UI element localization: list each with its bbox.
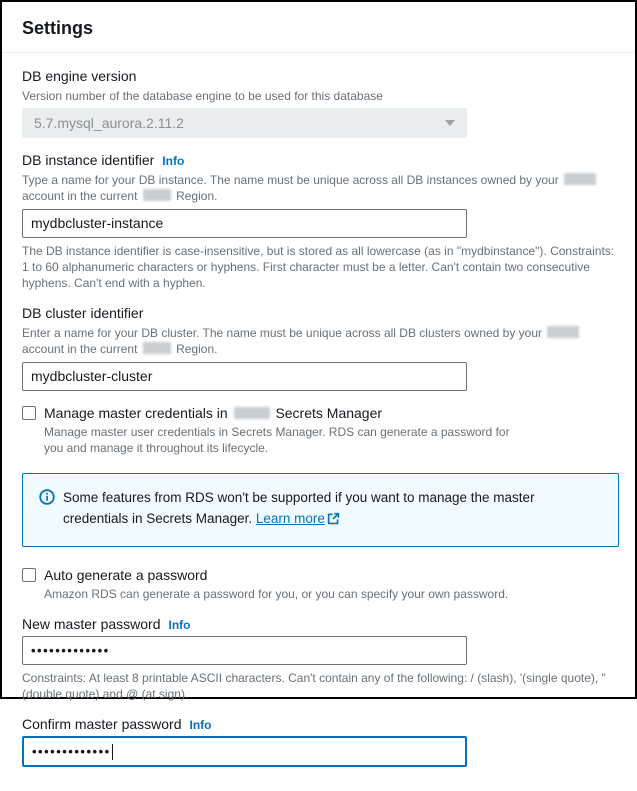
field-confirm-master-password <box>22 716 615 767</box>
info-alert <box>22 473 619 547</box>
db-cluster-identifier-description <box>22 325 615 357</box>
learn-more-label: Learn more <box>255 511 325 527</box>
db-instance-identifier-input[interactable] <box>22 209 467 238</box>
field-db-instance-identifier <box>22 152 615 291</box>
manage-credentials-group <box>22 405 615 458</box>
description-text: Region. <box>176 189 218 204</box>
masked-password-value: ••••••••••••• <box>31 642 110 658</box>
auto-generate-password-description: Amazon RDS can generate a password for you, or you can specify your own password. <box>44 586 509 601</box>
db-instance-identifier-info-link[interactable]: Info <box>162 154 185 169</box>
field-new-master-password <box>22 616 615 702</box>
description-text: account in the current <box>22 189 138 204</box>
field-db-cluster-identifier <box>22 305 615 390</box>
redacted-text <box>547 326 579 338</box>
label-text: Manage master credentials in <box>44 404 228 421</box>
db-instance-identifier-constraint: The DB instance identifier is case-insensitive, but is stored as all lowercase (as in "mydbinstance"). Constraints: 1 to 60 alphanumeric characters or hyphens. First character must be a letter. Can't contain two consecutive hyphens. Can't end with a hyphen. <box>22 243 615 290</box>
description-text: Region. <box>176 342 218 357</box>
db-engine-version-select[interactable] <box>22 108 467 138</box>
auto-generate-group <box>22 567 615 603</box>
info-icon <box>39 489 55 510</box>
new-master-password-info-link[interactable]: Info <box>168 617 191 632</box>
new-master-password-constraint: Constraints: At least 8 printable ASCII characters. Can't contain any of the following: / (slash), '(single quote), "(double quote) and @ (at sign). <box>22 670 606 701</box>
redacted-text <box>143 342 171 354</box>
redacted-text <box>564 173 596 185</box>
db-cluster-identifier-value: mydbcluster-cluster <box>31 368 153 384</box>
db-engine-version-label: DB engine version <box>22 68 137 84</box>
description-text: Enter a name for your DB cluster. The name must be unique across all DB clusters owned by your <box>22 326 543 341</box>
new-master-password-label: New master password <box>22 615 161 632</box>
db-cluster-identifier-label: DB cluster identifier <box>22 305 144 322</box>
panel-body <box>2 53 635 791</box>
db-cluster-identifier-input[interactable] <box>22 362 467 391</box>
manage-credentials-label[interactable] <box>44 405 382 421</box>
confirm-master-password-info-link[interactable]: Info <box>189 718 212 733</box>
db-instance-identifier-label: DB instance identifier <box>22 152 155 169</box>
redacted-text <box>234 407 270 419</box>
db-engine-version-description: Version number of the database engine to be used for this database <box>22 89 383 103</box>
manage-credentials-description: Manage master user credentials in Secrets Manager. RDS can generate a password for you and manage it throughout its lifecycle. <box>44 424 510 456</box>
text-cursor <box>112 744 113 760</box>
description-text: Type a name for your DB instance. The name must be unique across all DB instances owned by your <box>22 173 559 188</box>
chevron-down-icon <box>445 120 455 126</box>
field-db-engine-version <box>22 68 615 138</box>
alert-text: Some features from RDS won't be supported if you want to manage the master credentials in Secrets Manager. <box>63 490 535 527</box>
manage-credentials-checkbox[interactable] <box>22 406 36 420</box>
label-text: Secrets Manager <box>275 404 383 421</box>
external-link-icon <box>327 513 340 528</box>
panel-title: Settings <box>22 18 94 38</box>
new-master-password-input[interactable] <box>22 636 467 665</box>
db-engine-version-value: 5.7.mysql_aurora.2.11.2 <box>34 115 184 132</box>
alert-message <box>63 488 583 532</box>
confirm-master-password-input[interactable] <box>22 736 467 767</box>
confirm-master-password-label: Confirm master password <box>22 716 182 733</box>
auto-generate-password-label[interactable]: Auto generate a password <box>44 566 208 583</box>
learn-more-link[interactable] <box>256 511 340 526</box>
db-instance-identifier-value: mydbcluster-instance <box>31 215 164 232</box>
db-instance-identifier-description <box>22 172 615 204</box>
description-text: account in the current <box>22 342 138 357</box>
panel-header <box>2 2 635 53</box>
masked-password-value: ••••••••••••• <box>32 744 111 760</box>
auto-generate-password-checkbox[interactable] <box>22 568 36 582</box>
redacted-text <box>143 189 171 201</box>
